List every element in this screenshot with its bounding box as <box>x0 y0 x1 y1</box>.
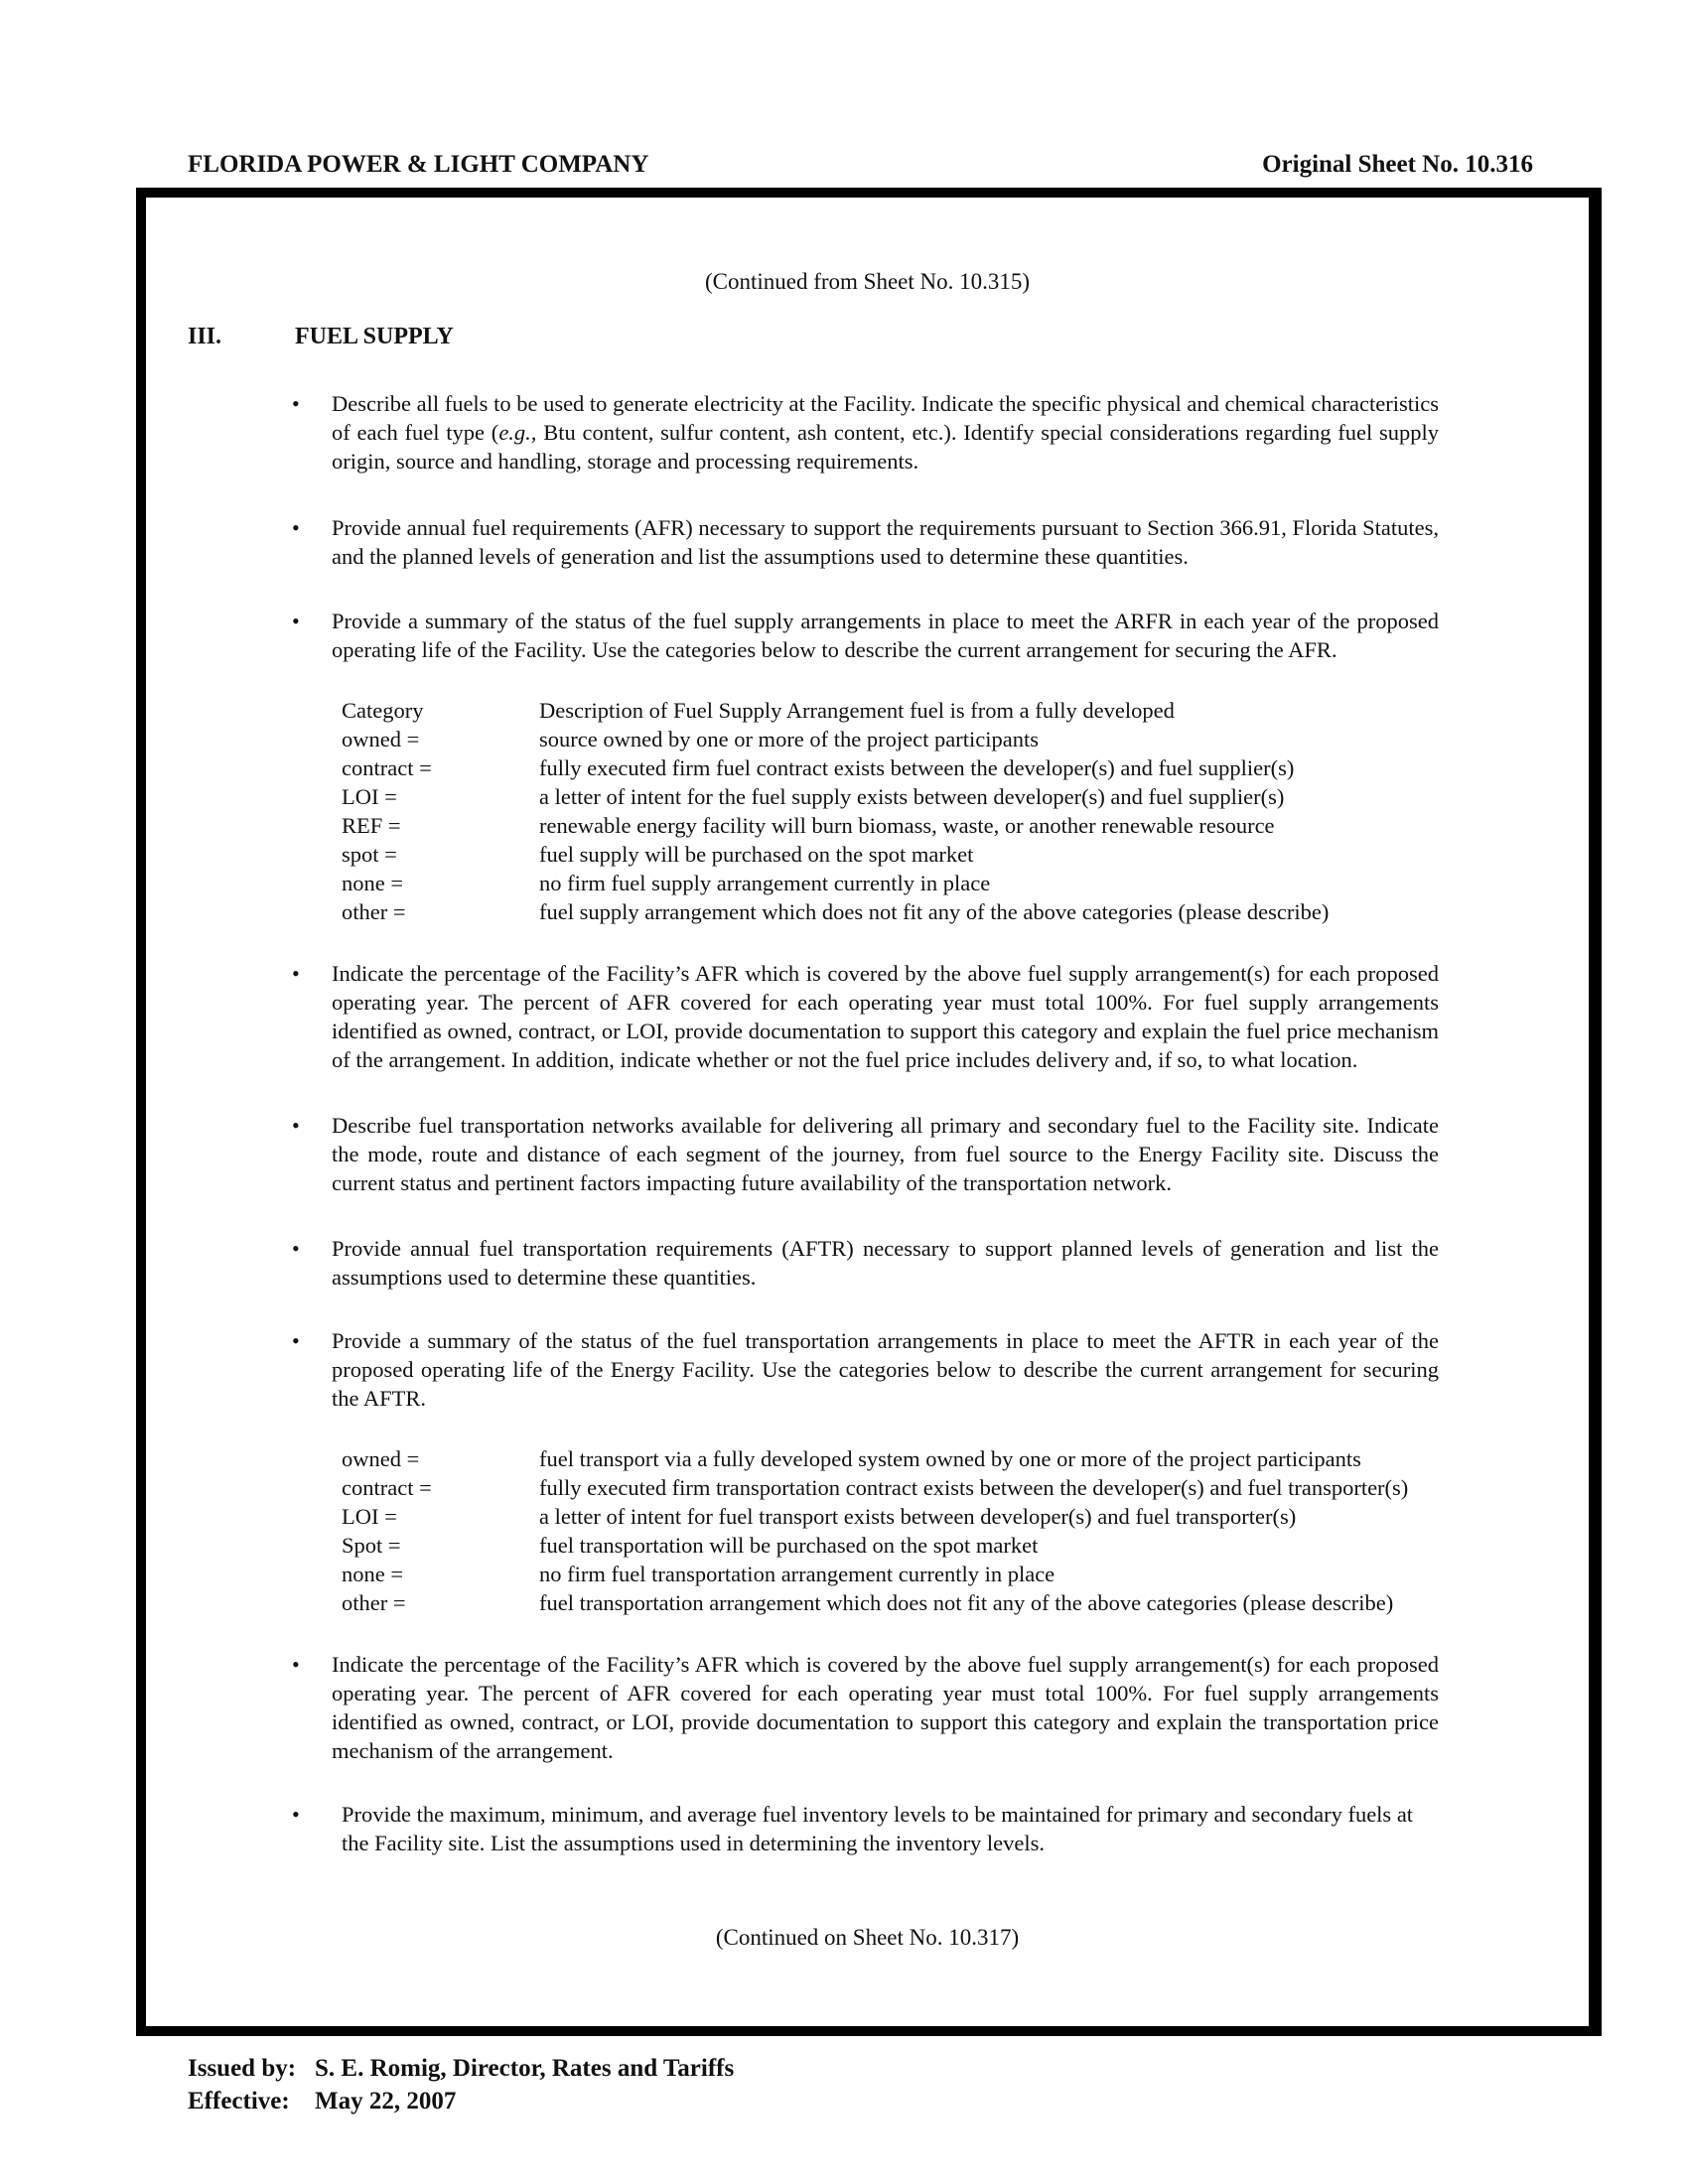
bullet-item <box>292 1234 1439 1292</box>
sheet-number: Original Sheet No. 10.316 <box>1262 151 1533 178</box>
bullet-text: Provide annual fuel requirements (AFR) necessary to support the requirements pursuant to Section 366.91, Florida Statutes, and the planned levels of generation and list the assumptions used to determine these quantities. <box>332 515 1439 569</box>
bullet-item <box>292 959 1439 1074</box>
category-row: LOI = a letter of intent for fuel transport exists between developer(s) and fuel transporter(s) <box>342 1504 1297 1529</box>
category-row: other = fuel supply arrangement which does not fit any of the above categories (please describe) <box>342 899 1330 924</box>
bullet-item <box>292 1650 1439 1765</box>
continued-from: (Continued from Sheet No. 10.315) <box>704 269 1031 294</box>
bullet-text: Provide a summary of the status of the fuel transportation arrangements in place to meet the AFTR in each year of the proposed operating life of the Energy Facility. Use the categories below to describe the current arrangement for securing the AFTR. <box>332 1328 1439 1411</box>
bullet-item <box>292 1111 1439 1197</box>
category-row: contract = fully executed firm fuel contract exists between the developer(s) and fuel supplier(s) <box>342 755 1295 780</box>
issued-by-value: S. E. Romig, Director, Rates and Tariffs <box>315 2055 735 2082</box>
bullet-text: Indicate the percentage of the Facility’s AFR which is covered by the above fuel supply arrangement(s) for each proposed operating year. The percent of AFR covered for each operating year must total 100%. For fuel supply arrangements identified as owned, contract, or LOI, provide documentation to support this category and explain the transportation price mechanism of the arrangement. <box>332 1652 1439 1763</box>
category-row: owned = fuel transport via a fully developed system owned by one or more of the project participants <box>342 1446 1361 1471</box>
issued-by-label: Issued by: <box>188 2055 297 2082</box>
bullet-icon: • <box>292 515 300 540</box>
effective-value: May 22, 2007 <box>315 2088 457 2115</box>
bullet-item <box>292 389 1439 476</box>
bullet-item <box>292 1800 1439 1857</box>
category-row: other = fuel transportation arrangement which does not fit any of the above categories (please describe) <box>342 1590 1394 1615</box>
bullet-item <box>292 607 1439 664</box>
category-row: contract = fully executed firm transportation contract exists between the developer(s) and fuel transporter(s) <box>342 1475 1409 1500</box>
category-row: Category Description of Fuel Supply Arrangement fuel is from a fully developed <box>342 698 1175 723</box>
bullet-text: Indicate the percentage of the Facility’s AFR which is covered by the above fuel supply arrangement(s) for each proposed operating year. The percent of AFR covered for each operating year must total 100%. For fuel supply arrangements identified as owned, contract, or LOI, provide documentation to support this category and explain the fuel price mechanism of the arrangement. In addition, indicate whether or not the fuel price includes delivery and, if so, to what location. <box>332 961 1439 1072</box>
section-number: III. <box>188 324 222 349</box>
transport-category-table <box>342 1444 1444 1617</box>
bullet-item <box>292 1326 1439 1413</box>
continued-on: (Continued on Sheet No. 10.317) <box>715 1925 1020 1950</box>
issued-by-line <box>188 2055 734 2083</box>
section-title: FUEL SUPPLY <box>295 324 454 349</box>
bullet-text: Describe fuel transportation networks available for delivering all primary and secondary fuel to the Facility site. Indicate the mode, route and distance of each segment of the journey, from fuel source to the Energy Facility site. Discuss the current status and pertinent factors impacting future availability of the transportation network. <box>332 1113 1439 1195</box>
bullet-icon: • <box>292 961 300 986</box>
bullet-icon: • <box>292 391 300 416</box>
document-frame <box>136 188 1602 2036</box>
effective-line <box>188 2088 456 2116</box>
bullet-text: Provide a summary of the status of the fuel supply arrangements in place to meet the ARFR in each year of the proposed operating life of the Facility. Use the categories below to describe the current arrangement for securing the AFR. <box>332 609 1439 662</box>
category-row: owned = source owned by one or more of the project participants <box>342 727 1039 751</box>
bullet-item <box>292 513 1439 571</box>
category-row: none = no firm fuel transportation arrangement currently in place <box>342 1562 1055 1586</box>
supply-category-table <box>342 696 1444 926</box>
category-row: Spot = fuel transportation will be purchased on the spot market <box>342 1533 1039 1558</box>
category-row: REF = renewable energy facility will burn biomass, waste, or another renewable resource <box>342 813 1275 838</box>
company-name: FLORIDA POWER & LIGHT COMPANY <box>188 151 649 178</box>
bullet-icon: • <box>292 1802 300 1827</box>
bullet-icon: • <box>292 1236 300 1261</box>
category-row: none = no firm fuel supply arrangement currently in place <box>342 871 991 895</box>
bullet-icon: • <box>292 1652 300 1677</box>
category-row: spot = fuel supply will be purchased on the spot market <box>342 842 974 867</box>
bullet-text: Describe all fuels to be used to generate electricity at the Facility. Indicate the specific physical and chemical characteristics of each fuel type (e.g., Btu content, sulfur content, ash content, etc.). Identify special considerations regarding fuel supply origin, source and handling, storage and processing requirements. <box>332 391 1440 474</box>
bullet-icon: • <box>292 1328 300 1353</box>
effective-label: Effective: <box>188 2088 290 2115</box>
bullet-text: Provide annual fuel transportation requirements (AFTR) necessary to support planned levels of generation and list the assumptions used to determine these quantities. <box>332 1236 1439 1290</box>
bullet-icon: • <box>292 1113 300 1138</box>
bullet-text: Provide the maximum, minimum, and average fuel inventory levels to be maintained for primary and secondary fuels at the Facility site. List the assumptions used in determining the inventory levels. <box>342 1802 1414 1855</box>
bullet-icon: • <box>292 609 300 633</box>
category-row: LOI = a letter of intent for the fuel supply exists between developer(s) and fuel supplier(s) <box>342 784 1285 809</box>
